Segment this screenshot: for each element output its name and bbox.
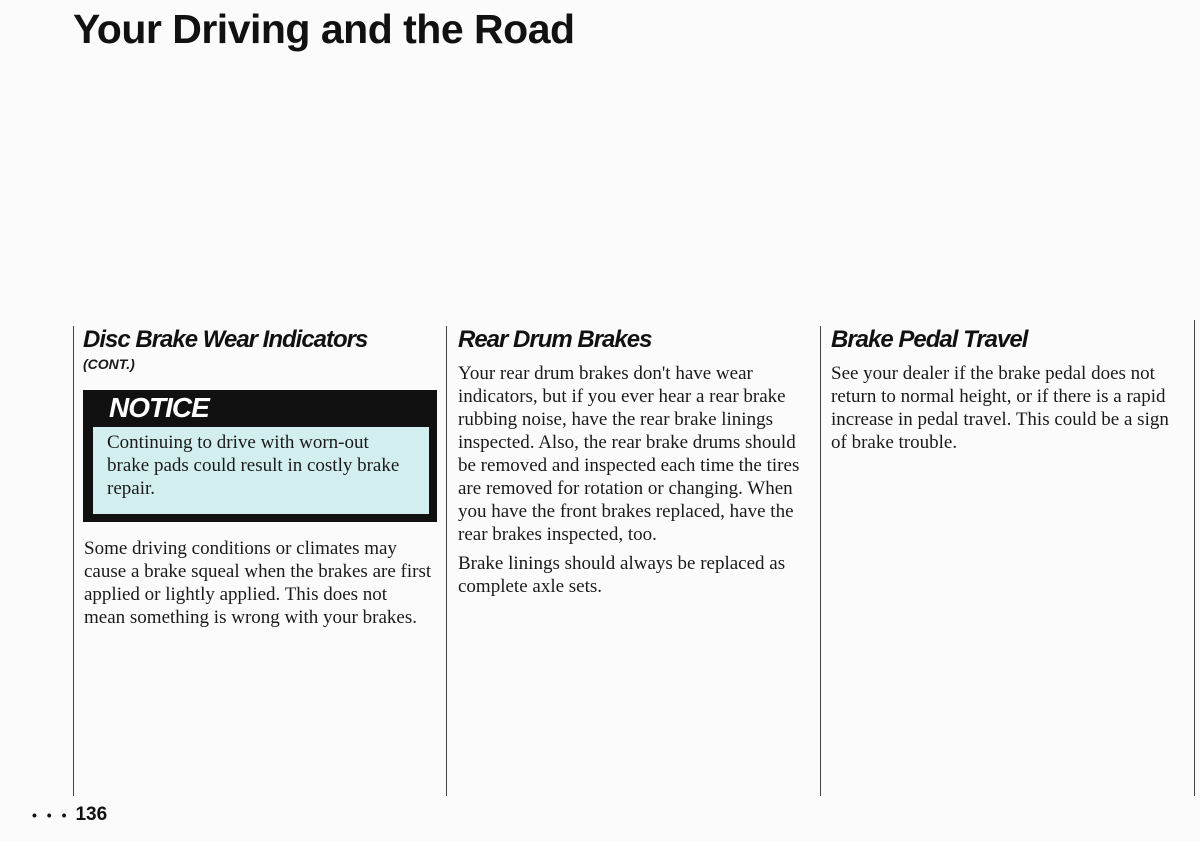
column-brake-pedal — [831, 326, 1177, 460]
notice-text: Continuing to drive with worn-out brake pads could result in costly brake repair. — [93, 427, 429, 514]
column-divider — [446, 326, 447, 796]
column-divider — [73, 326, 74, 796]
column-divider — [1194, 320, 1195, 796]
paragraph: Your rear drum brakes don't have wear indicators, but if you ever hear a rear brake rubbing noise, have the rear brake linings inspected. Also, the rear brake drums should be removed and inspected each time the tires are removed for rotation or changing. When you have the front brakes replaced, have the rear brakes inspected, too. — [458, 363, 800, 545]
notice-box — [83, 390, 437, 522]
column-disc-brake — [83, 326, 439, 372]
column-rear-drum — [458, 326, 814, 604]
page-dots: • • • — [32, 806, 70, 823]
page-title: Your Driving and the Road — [73, 6, 575, 52]
notice-label: NOTICE — [109, 392, 209, 423]
paragraph: Brake linings should always be replaced as complete axle sets. — [458, 553, 786, 597]
page-number — [32, 804, 107, 826]
section-heading: Brake Pedal Travel — [831, 326, 1028, 353]
paragraph: Some driving conditions or climates may cause a brake squeal when the brakes are first applied or lightly applied. This does not mean something is wrong with your brakes. — [84, 538, 432, 628]
column-divider — [820, 326, 821, 796]
page-number-value: 136 — [75, 804, 108, 825]
paragraph: See your dealer if the brake pedal does not return to normal height, or if there is a rapid increase in pedal travel. This could be a sign of brake trouble. — [831, 363, 1169, 453]
section-heading: Disc Brake Wear Indicators — [83, 326, 368, 353]
continued-label: (CONT.) — [83, 356, 135, 372]
column-disc-brake-body — [84, 537, 432, 635]
section-heading: Rear Drum Brakes — [458, 326, 652, 353]
